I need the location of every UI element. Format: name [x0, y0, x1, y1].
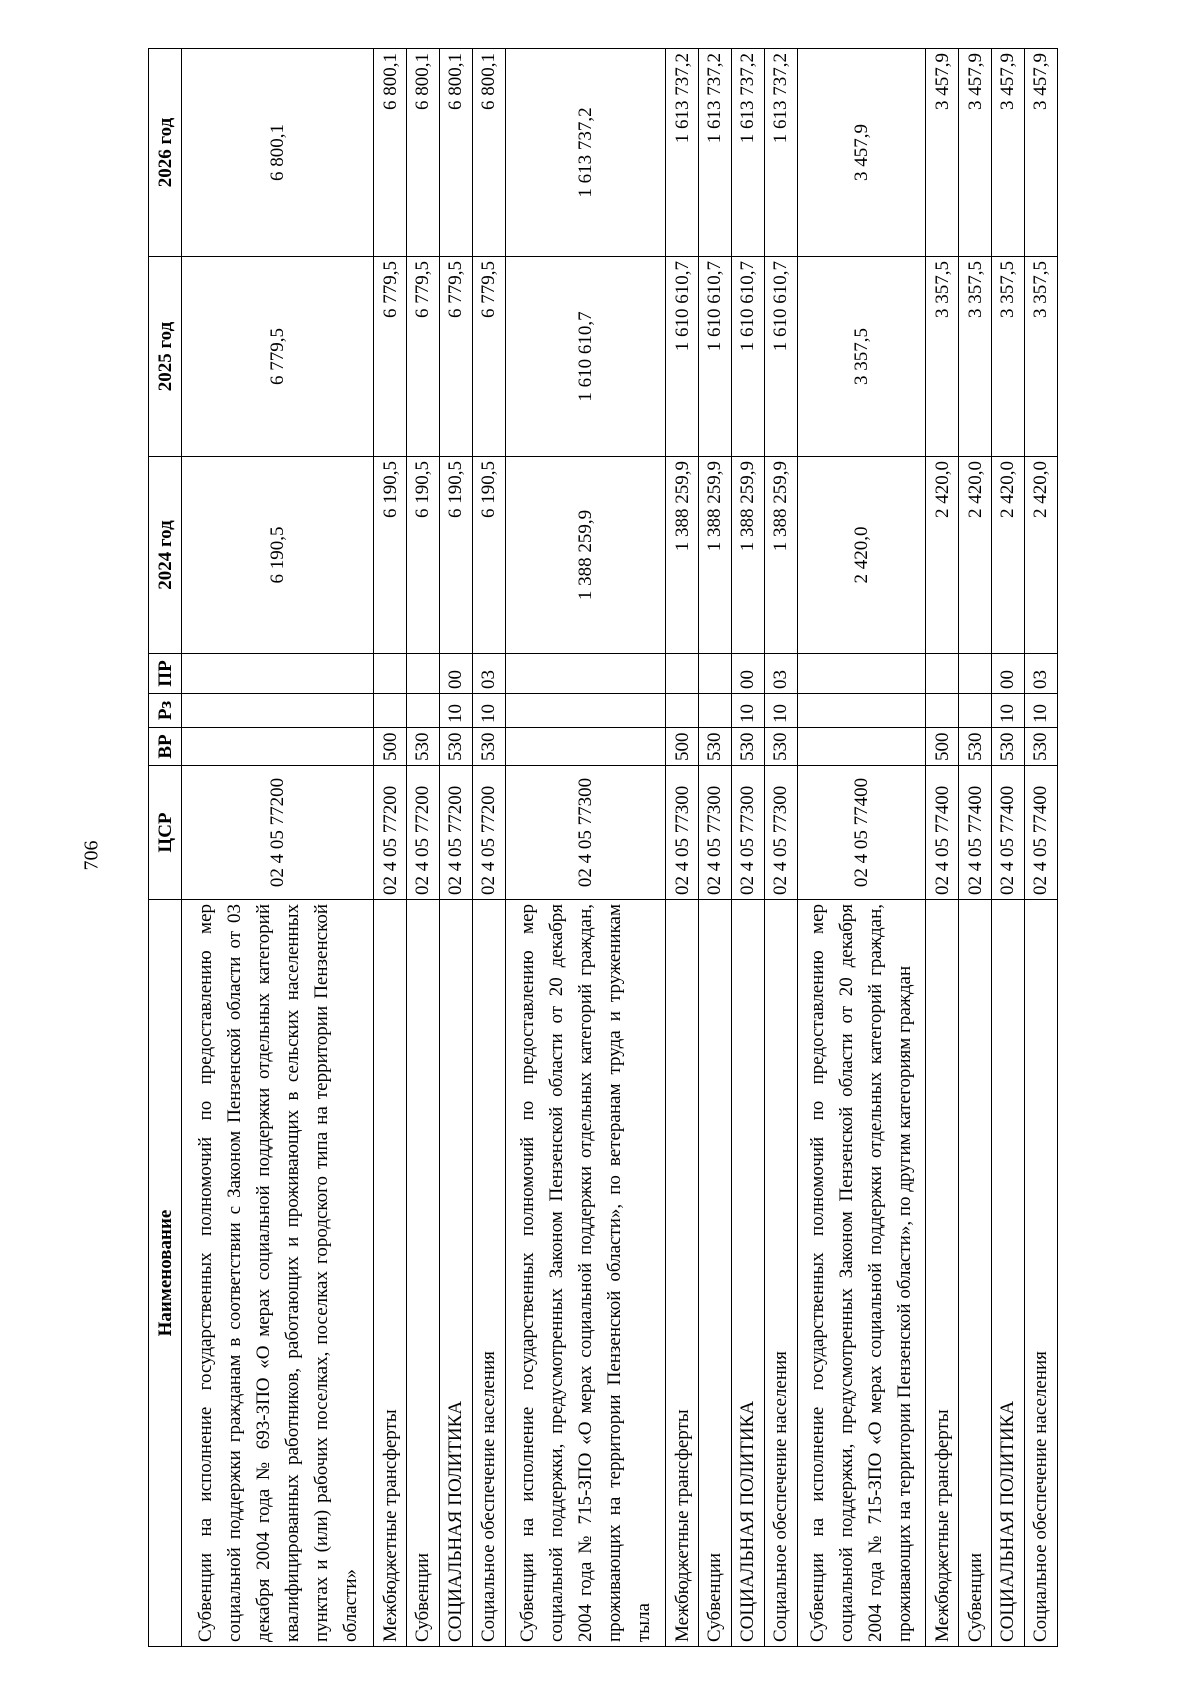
header-name: Наименование [149, 900, 182, 1647]
cell-csr: 02 4 05 77400 [926, 766, 959, 900]
cell-csr: 02 4 05 77300 [731, 766, 764, 900]
cell-2026: 3 457,9 [992, 49, 1025, 257]
table-row [698, 49, 731, 1647]
cell-name: СОЦИАЛЬНАЯ ПОЛИТИКА [439, 900, 472, 1647]
cell-vr: 530 [472, 728, 505, 766]
cell-name: Межбюджетные трансферты [666, 900, 699, 1647]
cell-2026: 3 457,9 [1024, 49, 1057, 257]
cell-2024: 6 190,5 [182, 457, 374, 654]
cell-name: Субвенции на исполнение государственных полномочий по предоставлению мер социальной поддержки гражданам в соответствии с Законом Пензенской области от 03 декабря 2004 года № 693-ЗПО «О мерах социальной поддержки отдельных категорий квалифицированных работников, работающих и проживающих в сельских населенных пунктах и (или) рабочих поселках, поселках городского типа на территории Пензенской области» [182, 900, 374, 1647]
cell-csr: 02 4 05 77200 [472, 766, 505, 900]
cell-rz: 10 [1024, 694, 1057, 728]
cell-vr: 530 [698, 728, 731, 766]
cell-2025: 1 610 610,7 [666, 257, 699, 457]
cell-vr: 500 [374, 728, 407, 766]
table-row [374, 49, 407, 1647]
header-2024: 2024 год [149, 457, 182, 654]
table-row [666, 49, 699, 1647]
cell-csr: 02 4 05 77400 [992, 766, 1025, 900]
table-row [992, 49, 1025, 1647]
cell-name: Субвенции [407, 900, 440, 1647]
cell-2026: 1 613 737,2 [505, 49, 665, 257]
cell-2024: 2 420,0 [926, 457, 959, 654]
cell-rz [666, 694, 699, 728]
table-row [407, 49, 440, 1647]
cell-csr: 02 4 05 77400 [959, 766, 992, 900]
cell-2025: 3 357,5 [992, 257, 1025, 457]
table-row [959, 49, 992, 1647]
cell-2025: 6 779,5 [407, 257, 440, 457]
cell-2025: 1 610 610,7 [764, 257, 797, 457]
cell-vr: 530 [959, 728, 992, 766]
table-row [731, 49, 764, 1647]
header-2026: 2026 год [149, 49, 182, 257]
cell-vr: 530 [992, 728, 1025, 766]
table-row [764, 49, 797, 1647]
cell-rz [959, 694, 992, 728]
table-row [182, 49, 374, 1647]
cell-csr: 02 4 05 77200 [439, 766, 472, 900]
cell-name: Субвенции на исполнение государственных полномочий по предоставлению мер социальной поддержки, предусмотренных Законом Пензенской области от 20 декабря 2004 года № 715-ЗПО «О мерах социальной поддержки отдельных категорий граждан, проживающих на территории Пензенской области», по другим категориям граждан [797, 900, 925, 1647]
cell-vr: 500 [926, 728, 959, 766]
cell-rz [407, 694, 440, 728]
cell-2025: 1 610 610,7 [731, 257, 764, 457]
cell-2026: 3 457,9 [959, 49, 992, 257]
cell-pr [407, 654, 440, 694]
cell-vr: 530 [764, 728, 797, 766]
cell-vr: 530 [1024, 728, 1057, 766]
cell-rz: 10 [764, 694, 797, 728]
cell-name: Социальное обеспечение населения [764, 900, 797, 1647]
cell-rz: 10 [731, 694, 764, 728]
cell-pr [505, 654, 665, 694]
table-row [505, 49, 665, 1647]
cell-name: Субвенции [698, 900, 731, 1647]
budget-table-container [148, 49, 1058, 1647]
table-row [472, 49, 505, 1647]
cell-name: Субвенции на исполнение государственных полномочий по предоставлению мер социальной поддержки, предусмотренных Законом Пензенской области от 20 декабря 2004 года № 715-ЗПО «О мерах социальной поддержки отдельных категорий граждан, проживающих на территории Пензенской области», по ветеранам труда и труженикам тыла [505, 900, 665, 1647]
cell-2026: 3 457,9 [926, 49, 959, 257]
cell-2025: 6 779,5 [472, 257, 505, 457]
cell-csr: 02 4 05 77200 [182, 766, 374, 900]
cell-2026: 1 613 737,2 [764, 49, 797, 257]
cell-rz: 10 [439, 694, 472, 728]
budget-table [148, 48, 1058, 1647]
cell-csr: 02 4 05 77300 [764, 766, 797, 900]
cell-csr: 02 4 05 77300 [698, 766, 731, 900]
cell-pr [698, 654, 731, 694]
cell-2024: 6 190,5 [374, 457, 407, 654]
cell-2025: 3 357,5 [926, 257, 959, 457]
table-body [182, 49, 1058, 1647]
cell-2024: 1 388 259,9 [666, 457, 699, 654]
header-pr: ПР [149, 654, 182, 694]
table-row [797, 49, 925, 1647]
cell-2024: 6 190,5 [407, 457, 440, 654]
header-2025: 2025 год [149, 257, 182, 457]
cell-rz: 10 [992, 694, 1025, 728]
cell-2025: 1 610 610,7 [505, 257, 665, 457]
cell-pr: 03 [472, 654, 505, 694]
cell-rz [182, 694, 374, 728]
cell-pr: 00 [992, 654, 1025, 694]
cell-name: Социальное обеспечение населения [1024, 900, 1057, 1647]
cell-name: Субвенции [959, 900, 992, 1647]
table-row [1024, 49, 1057, 1647]
cell-pr [959, 654, 992, 694]
cell-pr [374, 654, 407, 694]
cell-2025: 6 779,5 [182, 257, 374, 457]
cell-2026: 3 457,9 [797, 49, 925, 257]
cell-vr [797, 728, 925, 766]
cell-vr: 530 [407, 728, 440, 766]
cell-csr: 02 4 05 77400 [797, 766, 925, 900]
table-header-row [149, 49, 182, 1647]
cell-pr [182, 654, 374, 694]
cell-2025: 6 779,5 [374, 257, 407, 457]
cell-2026: 6 800,1 [407, 49, 440, 257]
cell-2024: 2 420,0 [797, 457, 925, 654]
cell-pr: 03 [764, 654, 797, 694]
cell-vr [505, 728, 665, 766]
cell-rz [505, 694, 665, 728]
cell-name: Межбюджетные трансферты [374, 900, 407, 1647]
cell-2026: 6 800,1 [182, 49, 374, 257]
cell-csr: 02 4 05 77400 [1024, 766, 1057, 900]
cell-2025: 6 779,5 [439, 257, 472, 457]
cell-pr: 00 [439, 654, 472, 694]
cell-rz [926, 694, 959, 728]
cell-2025: 3 357,5 [959, 257, 992, 457]
cell-name: СОЦИАЛЬНАЯ ПОЛИТИКА [731, 900, 764, 1647]
cell-csr: 02 4 05 77300 [666, 766, 699, 900]
cell-name: Межбюджетные трансферты [926, 900, 959, 1647]
cell-csr: 02 4 05 77300 [505, 766, 665, 900]
cell-pr: 00 [731, 654, 764, 694]
cell-csr: 02 4 05 77200 [374, 766, 407, 900]
cell-name: Социальное обеспечение населения [472, 900, 505, 1647]
table-row [439, 49, 472, 1647]
cell-pr [797, 654, 925, 694]
cell-vr: 530 [439, 728, 472, 766]
cell-2024: 2 420,0 [992, 457, 1025, 654]
header-rz: Рз [149, 694, 182, 728]
cell-2026: 6 800,1 [472, 49, 505, 257]
cell-vr [182, 728, 374, 766]
cell-2024: 1 388 259,9 [764, 457, 797, 654]
cell-2026: 1 613 737,2 [666, 49, 699, 257]
header-csr: ЦСР [149, 766, 182, 900]
cell-2024: 6 190,5 [472, 457, 505, 654]
cell-pr [926, 654, 959, 694]
cell-2024: 2 420,0 [959, 457, 992, 654]
cell-rz [374, 694, 407, 728]
cell-2026: 6 800,1 [374, 49, 407, 257]
page-number: 706 [80, 840, 103, 871]
cell-2025: 1 610 610,7 [698, 257, 731, 457]
cell-pr [666, 654, 699, 694]
cell-pr: 03 [1024, 654, 1057, 694]
cell-rz [797, 694, 925, 728]
cell-csr: 02 4 05 77200 [407, 766, 440, 900]
table-row [926, 49, 959, 1647]
cell-2024: 2 420,0 [1024, 457, 1057, 654]
cell-2024: 1 388 259,9 [505, 457, 665, 654]
cell-2026: 1 613 737,2 [731, 49, 764, 257]
cell-2025: 3 357,5 [797, 257, 925, 457]
cell-2024: 1 388 259,9 [731, 457, 764, 654]
cell-vr: 530 [731, 728, 764, 766]
cell-vr: 500 [666, 728, 699, 766]
cell-rz [698, 694, 731, 728]
cell-2026: 1 613 737,2 [698, 49, 731, 257]
cell-2024: 1 388 259,9 [698, 457, 731, 654]
cell-2025: 3 357,5 [1024, 257, 1057, 457]
header-vr: ВР [149, 728, 182, 766]
cell-2024: 6 190,5 [439, 457, 472, 654]
cell-2026: 6 800,1 [439, 49, 472, 257]
cell-name: СОЦИАЛЬНАЯ ПОЛИТИКА [992, 900, 1025, 1647]
cell-rz: 10 [472, 694, 505, 728]
